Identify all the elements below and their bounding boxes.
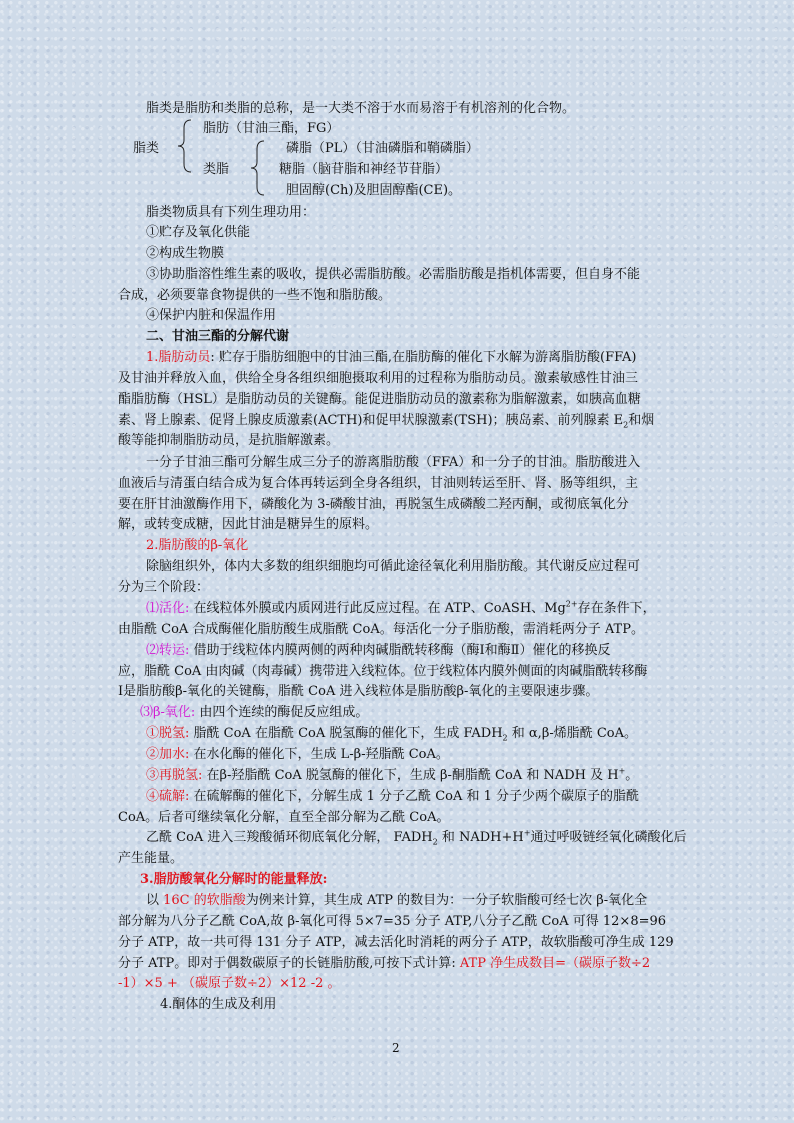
formula-text: -1）×5 + （碳原子数÷2）×12 -2 。 [118, 976, 341, 991]
energy-line: 分子 ATP。即对于偶数碳原子的长链脂肪酸,可按下式计算: ATP 净生成数目=（碳原子数÷2 [118, 956, 651, 971]
step-line: ②加水: 在水化酶的催化下，生成 L-β-羟脂酰 CoA。 [146, 747, 449, 762]
class-lipoid: 类脂 [203, 162, 230, 177]
formula-text: ATP 净生成数目=（碳原子数÷2 [459, 956, 651, 971]
class-fat: 脂肪（甘油三酯，FG） [203, 121, 340, 136]
step-line: ③再脱氢: 在β-羟脂酰 CoA 脱氢酶的催化下，生成 β-酮脂酰 CoA 和 NADH 及 H+。 [146, 766, 639, 783]
tca-line: 乙酰 CoA 进入三羧酸循环彻底氧化分解， $FADH_2$ 和 NADH+H+通过呼吸链经氧化磷酸化后 [146, 828, 687, 847]
tca-line: 产生能量。 [118, 851, 184, 866]
brace-icon [177, 118, 193, 174]
energy-line: 部分解为八分子乙酰 CoA,故 β-氧化可得 5×7=35 分子 ATP,八分子乙酰 CoA 可得 12×8=96 [118, 914, 667, 929]
activation-label: ⑴活化: [146, 601, 190, 616]
intro-paragraph: 脂类是脂肪和类脂的总称，是一大类不溶于水而易溶于有机溶剂的化合物。 [146, 101, 576, 116]
class-chol: 胆固醇(Ch)及胆固醇酯(CE)。 [286, 183, 462, 198]
beta-line: 分为三个阶段： [118, 580, 210, 595]
oxidation-line: ⑶β-氧化: 由四个连续的酶促反应组成。 [140, 705, 369, 720]
mobilization-line: 1.脂肪动员: 贮存于脂肪细胞中的甘油三酯,在脂肪酶的催化下水解为游离脂肪酸(FFA) [146, 350, 637, 365]
page-number: 2 [392, 1041, 400, 1055]
function-item: ③协助脂溶性维生素的吸收，提供必需脂肪酸。必需脂肪酸是指机体需要，但自身不能 [146, 267, 641, 282]
brace-icon [250, 139, 266, 197]
class-pl: 磷脂（PL）（甘油磷脂和鞘磷脂） [286, 141, 479, 156]
mobilization-line: 酯脂肪酶（HSL）是脂肪动员的关键酶。能促进脂肪动员的激素称为脂解激素，如胰高血糖 [118, 392, 641, 407]
functions-heading: 脂类物质具有下列生理功用： [146, 205, 316, 220]
mobilization-line: 及甘油并释放入血，供给全身各组织细胞摄取利用的过程称为脂肪动员。激素敏感性甘油三 [118, 371, 639, 386]
beta-heading: 2.脂肪酸的β-氧化 [146, 538, 249, 553]
step-label: ②加水: [146, 747, 190, 762]
mobilization-line: 素、肾上腺素、促肾上腺皮质激素(ACTH)和促甲状腺激素(TSH)；胰岛素、前列腺素 $E_2$和烟 [118, 413, 655, 430]
section-heading: 二、甘油三酯的分解代谢 [146, 329, 290, 344]
activation-line: ⑴活化: 在线粒体外膜或内质网进行此反应过程。在 ATP、CoASH、$Mg^{2+}$存在条件下， [146, 599, 656, 616]
mobilization-label: 1.脂肪动员 [146, 350, 211, 365]
function-item-cont: 合成，必须要靠食物提供的一些不饱和脂肪酸。 [118, 288, 392, 303]
ffa-line: 要在肝甘油激酶作用下，磷酸化为 3-磷酸甘油，再脱氢生成磷酸二羟丙酮，或彻底氧化分 [118, 497, 629, 512]
energy-heading: 3.脂肪酸氧化分解时的能量释放: [140, 872, 328, 887]
ffa-line: 解，或转变成糖，因此甘油是糖异生的原料。 [118, 517, 379, 532]
transport-line: ⑵转运: 借助于线粒体内膜两侧的两种肉碱脂酰转移酶（酶Ⅰ和酶Ⅱ）催化的移换反 [146, 643, 611, 658]
function-item: ②构成生物膜 [146, 246, 225, 261]
oxidation-label: ⑶β-氧化: [140, 705, 196, 720]
energy-line: 以 16C 的软脂酸为例来计算，其生成 ATP 的数目为：一分子软脂酸可经七次 β-氧化全 [146, 893, 648, 908]
step-label: ①脱氢: [146, 726, 190, 741]
step-line: ④硫解: 在硫解酶的催化下，分解生成 1 分子乙酰 CoA 和 1 分子少两个碳原子的脂酰 [146, 789, 640, 804]
beta-line: 除脑组织外，体内大多数的组织细胞均可循此途径氧化利用脂肪酸。其代谢反应过程可 [146, 559, 641, 574]
step-line: CoA。后者可继续氧化分解，直至全部分解为乙酰 CoA。 [118, 810, 450, 825]
ffa-line: 一分子甘油三酯可分解生成三分子的游离脂肪酸（FFA）和一分子的甘油。脂肪酸进入 [146, 455, 641, 470]
mobilization-line: 酸等能抑制脂肪动员，是抗脂解激素。 [118, 433, 340, 448]
transport-line: 应，脂酰 CoA 由肉碱（肉毒碱）携带进入线粒体。位于线粒体内膜外侧面的肉碱脂酰转移酶 [118, 664, 648, 679]
transport-line: Ⅰ是脂肪酸β-氧化的关键酶，脂酰 CoA 进入线粒体是脂肪酸β-氧化的主要限速步骤。 [118, 684, 599, 699]
energy-line: 分子 ATP，故一共可得 131 分子 ATP，减去活化时消耗的两分子 ATP，故软脂酸可净生成 129 [118, 935, 674, 950]
function-item: ④保护内脏和保温作用 [146, 308, 277, 323]
ketone-heading: 4.酮体的生成及利用 [160, 997, 277, 1012]
step-label: ③再脱氢: [146, 768, 203, 783]
class-root: 脂类 [133, 141, 160, 156]
ffa-line: 血液后与清蛋白结合成为复合体再转运到全身各组织，甘油则转运至肝、肾、肠等组织，主 [118, 476, 639, 491]
class-glyco: 糖脂（脑苷脂和神经节苷脂） [279, 162, 449, 177]
function-item: ①贮存及氧化供能 [146, 225, 251, 240]
step-line: ①脱氢: 脂酰 CoA 在脂酰 CoA 脱氢酶的催化下，生成 $FADH_2$ 和 α,β-烯脂酰 CoA。 [146, 726, 638, 743]
energy-highlight: 16C 的软脂酸 [163, 893, 246, 908]
step-label: ④硫解: [146, 789, 190, 804]
transport-label: ⑵转运: [146, 643, 190, 658]
activation-line: 由脂酰 CoA 合成酶催化脂肪酸生成脂酰 CoA。每活化一分子脂肪酸，需消耗两分子 ATP。 [118, 622, 644, 637]
